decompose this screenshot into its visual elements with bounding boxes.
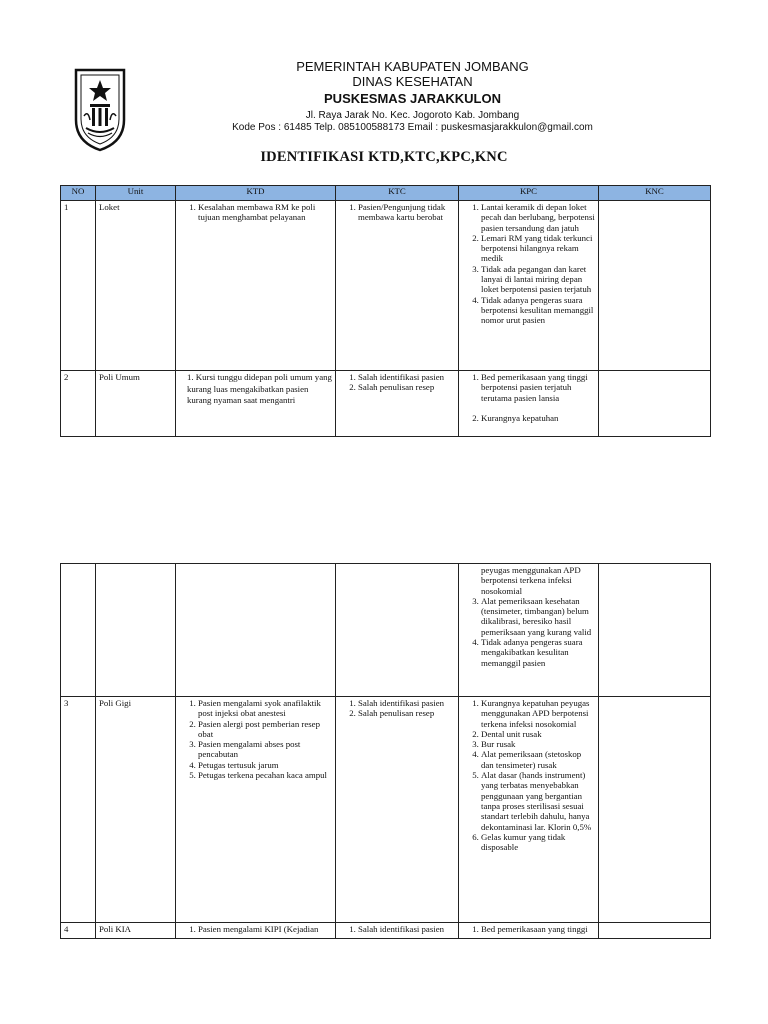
cell-ktc <box>336 697 459 923</box>
list-item: 1. Bed pemerikasaan yang tinggi <box>481 924 595 934</box>
letterhead-contact: Kode Pos : 61485 Telp. 085100588173 Email : puskesmasjarakkulon@gmail.com <box>232 122 593 133</box>
header-knc: KNC <box>599 186 711 201</box>
cell-ktd <box>176 371 336 437</box>
cell-knc <box>599 564 711 697</box>
table-row <box>61 371 711 437</box>
list-item: 1. Kursi tunggu didepan poli umum yang kurang luas mengakibatkan pasien kurang nyaman saat mengantri <box>187 372 332 407</box>
cell-unit: Poli Umum <box>96 371 176 437</box>
cell-unit <box>96 564 176 697</box>
list-item: 1. Kesalahan membawa RM ke poli tujuan menghambat pelayanan <box>198 202 332 223</box>
cell-ktd <box>176 923 336 939</box>
cell-ktd <box>176 697 336 923</box>
cell-kpc <box>459 564 599 697</box>
identification-table-part1 <box>60 185 711 437</box>
jombang-emblem-logo <box>72 64 128 152</box>
list-item: 3. Tidak ada pegangan dan karet lanyai di lantai miring depan loket berpotensi pasien terjatuh <box>481 264 595 295</box>
list-item: 6. Gelas kumur yang tidak disposable <box>481 832 595 853</box>
cell-ktd <box>176 564 336 697</box>
list-item: 2. Salah penulisan resep <box>358 708 455 718</box>
document-title: IDENTIFIKASI KTD,KTC,KPC,KNC <box>260 149 508 165</box>
cell-knc <box>599 923 711 939</box>
table-row <box>61 201 711 371</box>
cell-unit: Poli Gigi <box>96 697 176 923</box>
cell-kpc <box>459 371 599 437</box>
list-item: 1. Kurangnya kepatuhan peyugas menggunakan APD berpotensi terkena infeksi nosokomial <box>481 698 595 729</box>
table-row <box>61 697 711 923</box>
cell-ktd <box>176 201 336 371</box>
cell-no: 2 <box>61 371 96 437</box>
list-item: 3. Bur rusak <box>481 739 595 749</box>
list-item: 5. Petugas terkena pecahan kaca ampul <box>198 770 332 780</box>
list-item: 4. Petugas tertusuk jarum <box>198 760 332 770</box>
header-unit: Unit <box>96 186 176 201</box>
list-item: 2. Kurangnya kepatuhan <box>481 413 595 423</box>
list-item: 4. Alat pemeriksaan (stetoskop dan tensimeter) rusak <box>481 749 595 770</box>
cell-no <box>61 564 96 697</box>
table-header-row <box>61 186 711 201</box>
list-item: 1. Salah identifikasi pasien <box>358 698 455 708</box>
letterhead-address: Jl. Raya Jarak No. Kec. Jogoroto Kab. Jombang <box>305 110 520 121</box>
cell-no: 1 <box>61 201 96 371</box>
letterhead-government: PEMERINTAH KABUPATEN JOMBANG <box>296 59 529 74</box>
cell-kpc <box>459 697 599 923</box>
list-item: 1. Pasien mengalami syok anafilaktik post injeksi obat anestesi <box>198 698 332 719</box>
list-item: 2. Lemari RM yang tidak terkunci berpotensi hilangnya rekam medik <box>481 233 595 264</box>
cell-knc <box>599 371 711 437</box>
list-item: 3. Alat pemeriksaan kesehatan (tensimeter, timbangan) belum dikalibrasi, beresiko hasil pemeriksaan yang kurang valid <box>481 596 595 637</box>
header-ktc: KTC <box>336 186 459 201</box>
cell-unit: Loket <box>96 201 176 371</box>
letterhead <box>200 59 625 134</box>
cell-ktc <box>336 201 459 371</box>
list-item: 2. Pasien alergi post pemberian resep obat <box>198 719 332 740</box>
cell-no: 3 <box>61 697 96 923</box>
list-item: 1. Bed pemerikasaan yang tinggi berpotensi pasien terjatuh terutama pasien lansia <box>481 372 595 403</box>
list-item: 2. Dental unit rusak <box>481 729 595 739</box>
cell-ktc <box>336 371 459 437</box>
list-item: 1. Pasien mengalami KIPI (Kejadian <box>198 924 332 934</box>
letterhead-department: DINAS KESEHATAN <box>352 74 473 89</box>
list-item: 3. Pasien mengalami abses post pencabutan <box>198 739 332 760</box>
list-item: 1. Salah identifikasi pasien <box>358 924 455 934</box>
identification-table-part2 <box>60 563 711 939</box>
cell-ktc <box>336 564 459 697</box>
cell-knc <box>599 697 711 923</box>
cell-kpc <box>459 201 599 371</box>
cell-knc <box>599 201 711 371</box>
cell-unit: Poli KIA <box>96 923 176 939</box>
table-row <box>61 564 711 697</box>
list-item: 4. Tidak adanya pengeras suara berpotensi kesulitan memanggil nomor urut pasien <box>481 295 595 326</box>
table-row <box>61 923 711 939</box>
list-item: 1. Salah identifikasi pasien <box>358 372 455 382</box>
cell-ktc <box>336 923 459 939</box>
letterhead-puskesmas: PUSKESMAS JARAKKULON <box>324 91 501 106</box>
list-item: 1. Lantai keramik di depan loket pecah dan berlubang, berpotensi pasien tersandung dan jatuh <box>481 202 595 233</box>
header-no: NO <box>61 186 96 201</box>
kpc-continued-text: peyugas menggunakan APD berpotensi terkena infeksi nosokomial <box>481 565 581 596</box>
list-item: 4. Tidak adanya pengeras suara mengakibatkan kesulitan memanggil pasien <box>481 637 595 668</box>
list-item: 5. Alat dasar (hands instrument) yang terbatas menyebabkan penggunaan yang bergantian tanpa proses sterilisasi sesuai standart terlebih dahulu, hanya dekontaminasi lar. Klorin 0,5% <box>481 770 595 832</box>
list-item: 1. Pasien/Pengunjung tidak membawa kartu berobat <box>358 202 455 223</box>
list-item: 2. Salah penulisan resep <box>358 382 455 392</box>
header-ktd: KTD <box>176 186 336 201</box>
header-kpc: KPC <box>459 186 599 201</box>
cell-no: 4 <box>61 923 96 939</box>
cell-kpc <box>459 923 599 939</box>
